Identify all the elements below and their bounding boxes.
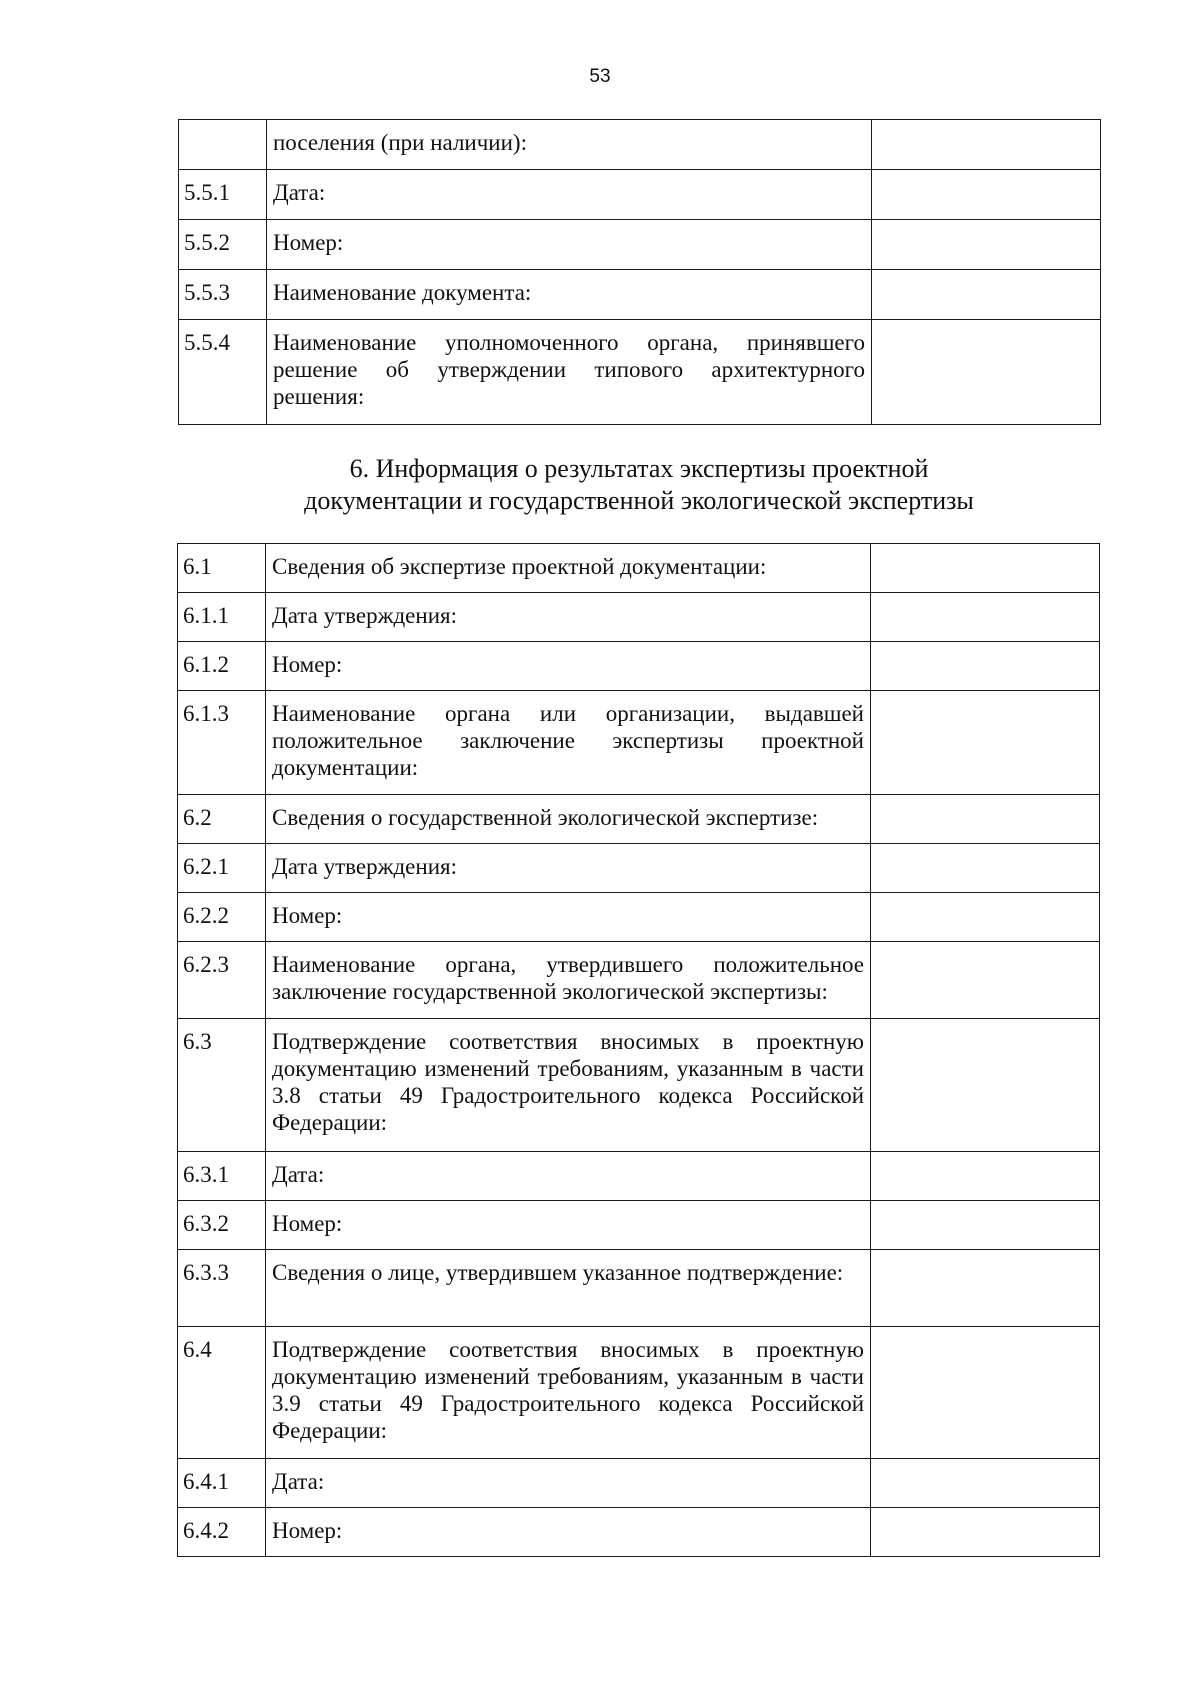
- table-row: [178, 942, 1100, 1019]
- row-label: Дата:: [266, 1459, 871, 1508]
- section-6-title: [178, 453, 1100, 517]
- table-row: [178, 795, 1100, 844]
- row-label: Дата утверждения:: [266, 593, 871, 642]
- row-number: 6.4: [178, 1327, 266, 1459]
- row-value-field[interactable]: [871, 795, 1100, 844]
- table-row: [178, 691, 1100, 795]
- table-row: [178, 844, 1100, 893]
- table-row: [178, 1201, 1100, 1250]
- row-number: 5.5.4: [179, 320, 267, 425]
- row-number: 6.2: [178, 795, 266, 844]
- row-value-field[interactable]: [872, 170, 1101, 220]
- row-label: Номер:: [266, 642, 871, 691]
- row-label: Наименование уполномоченного органа, принявшего решение об утверждении типового архитектурного решения:: [267, 320, 872, 425]
- row-number: 6.2.3: [178, 942, 266, 1019]
- row-value-field[interactable]: [871, 593, 1100, 642]
- row-label: Номер:: [266, 893, 871, 942]
- row-label: Наименование органа или организации, выдавшей положительное заключение экспертизы проектной документации:: [266, 691, 871, 795]
- row-value-field[interactable]: [871, 893, 1100, 942]
- row-value-field[interactable]: [871, 1152, 1100, 1201]
- row-value-field[interactable]: [871, 544, 1100, 593]
- row-value-field[interactable]: [871, 1019, 1100, 1152]
- row-label: Номер:: [266, 1201, 871, 1250]
- row-label: Номер:: [266, 1508, 871, 1557]
- row-label: Сведения о лице, утвердившем указанное подтверждение:: [266, 1250, 871, 1327]
- table-row: [178, 1327, 1100, 1459]
- table-section-6: [177, 543, 1100, 1557]
- table-row: [178, 593, 1100, 642]
- table-row: [178, 1250, 1100, 1327]
- row-label: Наименование органа, утвердившего положительное заключение государственной экологической экспертизы:: [266, 942, 871, 1019]
- row-value-field[interactable]: [871, 844, 1100, 893]
- row-value-field[interactable]: [871, 1508, 1100, 1557]
- row-number: 6.4.2: [178, 1508, 266, 1557]
- table-row: [179, 220, 1101, 270]
- row-number: [179, 120, 267, 170]
- row-value-field[interactable]: [872, 220, 1101, 270]
- row-value-field[interactable]: [872, 270, 1101, 320]
- row-number: 6.1: [178, 544, 266, 593]
- row-number: 6.1.3: [178, 691, 266, 795]
- table-row: [178, 893, 1100, 942]
- table-row: [178, 642, 1100, 691]
- row-number: 6.1.2: [178, 642, 266, 691]
- row-number: 6.3: [178, 1019, 266, 1152]
- table-row: [178, 1019, 1100, 1152]
- row-label: Сведения об экспертизе проектной документации:: [266, 544, 871, 593]
- table-row: [178, 1152, 1100, 1201]
- row-label: Дата:: [266, 1152, 871, 1201]
- table-row: [179, 270, 1101, 320]
- table-row: [179, 120, 1101, 170]
- table-row: [178, 1459, 1100, 1508]
- row-value-field[interactable]: [871, 942, 1100, 1019]
- section-title-line: документации и государственной экологической экспертизы: [304, 486, 974, 515]
- row-label: Подтверждение соответствия вносимых в проектную документацию изменений требованиям, указанным в части 3.8 статьи 49 Градостроительного кодекса Российской Федерации:: [266, 1019, 871, 1152]
- table-row: [179, 170, 1101, 220]
- table-row: [178, 544, 1100, 593]
- row-value-field[interactable]: [871, 691, 1100, 795]
- row-number: 5.5.2: [179, 220, 267, 270]
- row-number: 6.3.3: [178, 1250, 266, 1327]
- row-number: 6.1.1: [178, 593, 266, 642]
- table-row: [178, 1508, 1100, 1557]
- row-number: 6.4.1: [178, 1459, 266, 1508]
- row-number: 6.3.2: [178, 1201, 266, 1250]
- row-value-field[interactable]: [872, 320, 1101, 425]
- table-row: [179, 320, 1101, 425]
- row-label: Дата утверждения:: [266, 844, 871, 893]
- row-value-field[interactable]: [871, 1459, 1100, 1508]
- section-title-line: 6. Информация о результатах экспертизы проектной: [349, 454, 929, 483]
- row-value-field[interactable]: [871, 1250, 1100, 1327]
- row-value-field[interactable]: [871, 642, 1100, 691]
- row-number: 5.5.1: [179, 170, 267, 220]
- row-label: Наименование документа:: [267, 270, 872, 320]
- row-number: 6.2.1: [178, 844, 266, 893]
- row-label: Подтверждение соответствия вносимых в проектную документацию изменений требованиям, указанным в части 3.9 статьи 49 Градостроительного кодекса Российской Федерации:: [266, 1327, 871, 1459]
- row-value-field[interactable]: [871, 1201, 1100, 1250]
- row-label: поселения (при наличии):: [267, 120, 872, 170]
- row-number: 6.2.2: [178, 893, 266, 942]
- row-label: Сведения о государственной экологической экспертизе:: [266, 795, 871, 844]
- row-number: 5.5.3: [179, 270, 267, 320]
- table-section-5-5: [178, 119, 1101, 425]
- row-value-field[interactable]: [872, 120, 1101, 170]
- row-label: Номер:: [267, 220, 872, 270]
- row-value-field[interactable]: [871, 1327, 1100, 1459]
- page-number: 53: [589, 66, 611, 87]
- row-label: Дата:: [267, 170, 872, 220]
- row-number: 6.3.1: [178, 1152, 266, 1201]
